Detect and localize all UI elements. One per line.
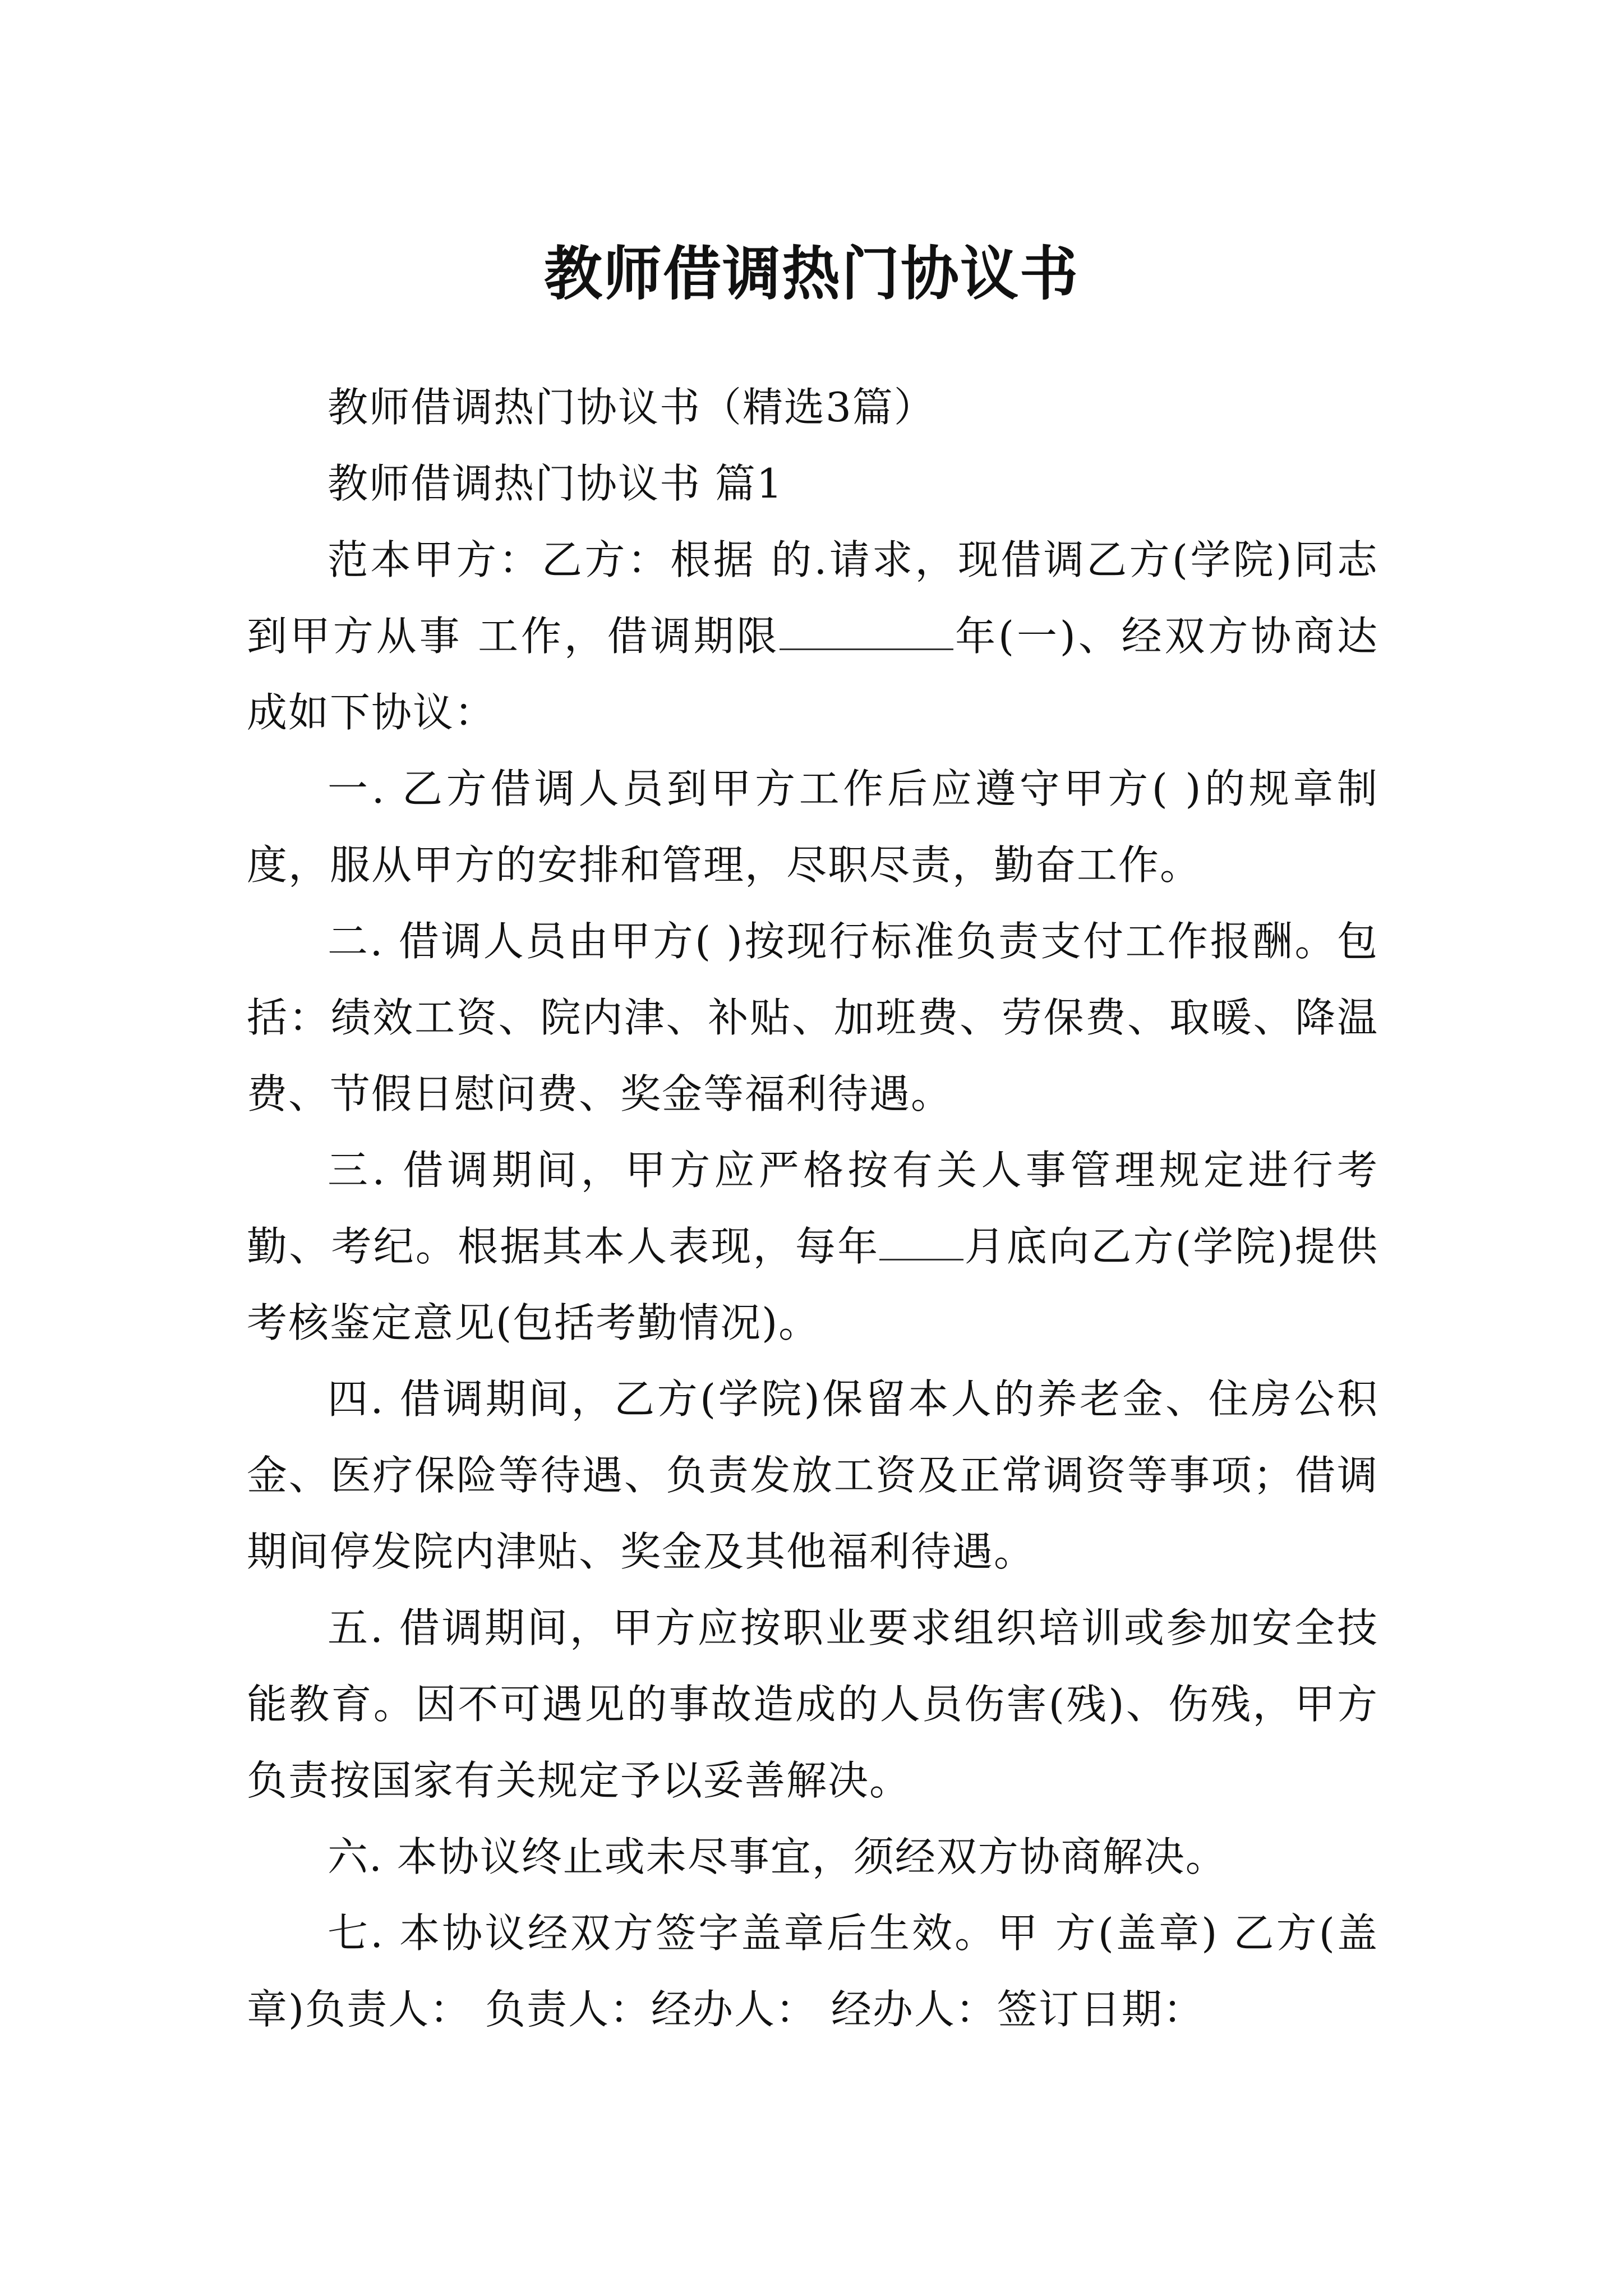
clause-7: 七. 本协议经双方签字盖章后生效。甲 方(盖章) 乙方(盖章)负责人： 负责人：经办人： 经办人：签订日期：	[247, 1910, 1378, 2033]
clause-5: 五. 借调期间，甲方应按职业要求组织培训或参加安全技能教育。因不可遇见的事故造成的人员伤害(残)、伤残，甲方负责按国家有关规定予以妥善解决。	[247, 1604, 1378, 1804]
clause-3	[247, 1132, 1378, 1361]
assessment-month-blank	[879, 1225, 963, 1260]
intro-text-part1: 范本甲方：乙方：根据 的.请求，现借调乙方(学院)同志到甲方从事 工作，借调期限	[247, 536, 1378, 660]
intro-text-part2: 年(一)、经双方协商达成如下协议：	[247, 613, 1379, 736]
document-body	[247, 369, 1378, 2047]
clause-4: 四. 借调期间，乙方(学院)保留本人的养老金、住房公积金、医疗保险等待遇、负责发放工资及正常调资等事项；借调期间停发院内津贴、奖金及其他福利待遇。	[247, 1375, 1378, 1575]
clause-3-part1: 三. 借调期间，甲方应严格按有关人事管理规定进行考勤、考纪。根据其本人表现，每年	[247, 1147, 1378, 1270]
document-title: 教师借调热门协议书	[543, 238, 1079, 308]
clause-2: 二. 借调人员由甲方( )按现行标准负责支付工作报酬。包括：绩效工资、院内津、补贴、加班费、劳保费、取暖、降温费、节假日慰问费、奖金等福利待遇。	[247, 918, 1378, 1117]
section-heading: 教师借调热门协议书 篇1	[328, 460, 783, 507]
clause-1: 一. 乙方借调人员到甲方工作后应遵守甲方( )的规章制度，服从甲方的安排和管理，尽职尽责，勤奋工作。	[247, 765, 1378, 889]
subtitle-line: 教师借调热门协议书（精选3篇）	[328, 384, 935, 431]
clause-3-part2: 月底向乙方(学院)提供考核鉴定意见(包括考勤情况)。	[247, 1223, 1378, 1346]
intro-paragraph	[247, 522, 1378, 751]
clause-6: 六. 本协议终止或未尽事宜，须经双方协商解决。	[328, 1833, 1227, 1880]
loan-period-blank	[780, 615, 953, 650]
